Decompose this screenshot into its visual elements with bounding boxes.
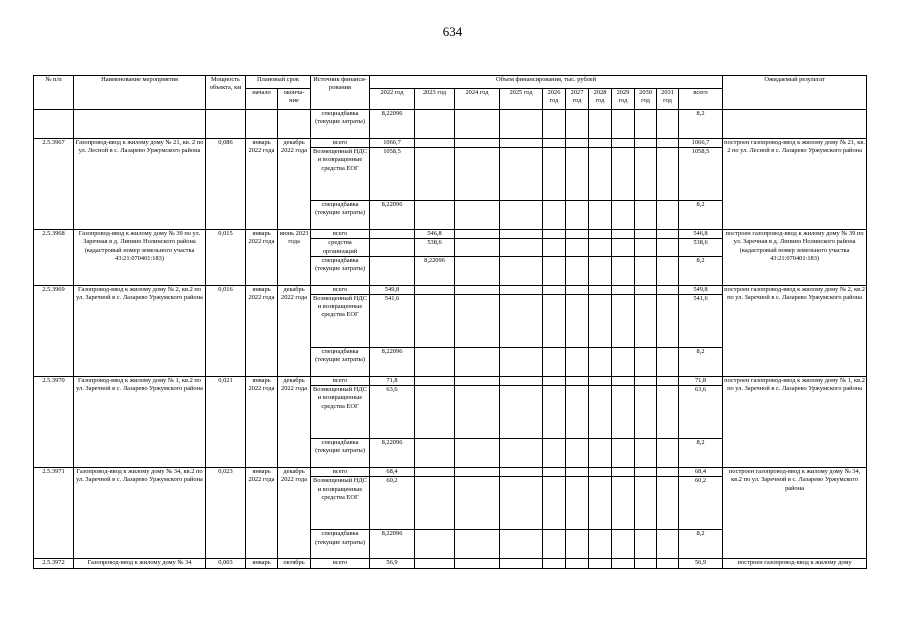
value-empty (635, 148, 657, 201)
value-total: 8,2 (679, 256, 723, 285)
value-empty (635, 295, 657, 348)
table-row (34, 285, 867, 294)
value-empty (543, 230, 566, 239)
source-cell: всего (311, 468, 370, 477)
value-empty (543, 386, 566, 439)
value-empty (455, 477, 500, 530)
value-2023 (415, 468, 455, 477)
value-empty (589, 386, 612, 439)
value-empty (500, 239, 543, 256)
value-total: 546,8 (679, 230, 723, 239)
value-2022: 8,22096 (370, 530, 415, 559)
value-empty (589, 148, 612, 201)
item-end: октябрь (278, 559, 311, 568)
value-empty (589, 110, 612, 139)
value-empty (543, 295, 566, 348)
value-empty (612, 386, 635, 439)
value-empty (566, 285, 589, 294)
value-total: 8,2 (679, 201, 723, 230)
value-empty (657, 477, 679, 530)
source-cell: спецнадбавка (текущие затраты) (311, 348, 370, 377)
value-empty (589, 139, 612, 148)
item-start: январь 2022 года (246, 285, 278, 376)
value-empty (635, 439, 657, 468)
value-empty (612, 477, 635, 530)
value-2023: 8,22096 (415, 256, 455, 285)
value-empty (566, 386, 589, 439)
value-2023 (415, 348, 455, 377)
value-empty (635, 110, 657, 139)
table-body (34, 110, 867, 569)
header-year: 2029 год (612, 89, 635, 110)
value-2023 (415, 201, 455, 230)
value-total: 60,2 (679, 477, 723, 530)
value-2023 (415, 139, 455, 148)
value-empty (635, 377, 657, 386)
header-num: № п/п (34, 76, 74, 110)
source-cell: всего (311, 377, 370, 386)
value-empty (657, 386, 679, 439)
value-empty (635, 530, 657, 559)
item-start: январь 2022 года (246, 468, 278, 559)
item-capacity: 0,016 (206, 285, 246, 376)
source-cell: всего (311, 230, 370, 239)
value-empty (657, 530, 679, 559)
header-plan-term: Плановый срок (246, 76, 311, 89)
page-number: 634 (442, 24, 463, 39)
value-empty (543, 439, 566, 468)
value-empty (455, 348, 500, 377)
value-empty (455, 285, 500, 294)
value-empty (566, 530, 589, 559)
value-2023 (415, 285, 455, 294)
value-2022 (370, 256, 415, 285)
value-2022 (370, 239, 415, 256)
value-total: 63,6 (679, 386, 723, 439)
header-year: 2027 год (566, 89, 589, 110)
value-empty (500, 201, 543, 230)
value-empty (657, 377, 679, 386)
header-year: 2022 год (370, 89, 415, 110)
value-empty (612, 139, 635, 148)
header-year: 2030 год (635, 89, 657, 110)
header-year: 2025 год (500, 89, 543, 110)
value-empty (589, 559, 612, 568)
item-number: 2.5.3967 (34, 139, 74, 230)
item-end: июнь 2023 года (278, 230, 311, 286)
source-cell: Возмещенный НДС и возвращенные средства ЕОГ (311, 295, 370, 348)
value-empty (500, 148, 543, 201)
value-empty (635, 348, 657, 377)
value-empty (566, 201, 589, 230)
source-cell: всего (311, 139, 370, 148)
cont-empty (206, 110, 246, 139)
header-result: Ожидаемый результат (723, 76, 867, 110)
table-row (34, 230, 867, 239)
value-2022: 8,22096 (370, 439, 415, 468)
value-empty (500, 230, 543, 239)
value-empty (543, 477, 566, 530)
value-empty (612, 285, 635, 294)
value-empty (455, 439, 500, 468)
value-empty (500, 348, 543, 377)
value-2022: 63,6 (370, 386, 415, 439)
table-row (34, 110, 867, 139)
header-volume: Объем финансирования, тыс. рублей (370, 76, 723, 89)
value-empty (635, 559, 657, 568)
value-2022: 56,9 (370, 559, 415, 568)
value-2022: 68,4 (370, 468, 415, 477)
value-2022 (370, 230, 415, 239)
header-source: Источник финанси-рования (311, 76, 370, 110)
item-name: Газопровод-ввод к жилому дому № 34, кв.2 по ул. Заречной в с. Лазарево Уржумского района (74, 468, 206, 559)
value-empty (543, 530, 566, 559)
item-name: Газопровод-ввод к жилому дому № 39 по ул. Заречная в д. Липино Нолинского района (кадастровый номер земельного участка 43:21:070401:183) (74, 230, 206, 286)
value-total: 71,8 (679, 377, 723, 386)
source-cell: спецнадбавка (текущие затраты) (311, 439, 370, 468)
value-empty (612, 256, 635, 285)
value-total: 538,6 (679, 239, 723, 256)
item-number: 2.5.3971 (34, 468, 74, 559)
item-number: 2.5.3970 (34, 377, 74, 468)
value-2022: 1058,5 (370, 148, 415, 201)
value-empty (657, 148, 679, 201)
value-2022: 8,22096 (370, 110, 415, 139)
value-empty (635, 256, 657, 285)
value-2023 (415, 295, 455, 348)
value-empty (566, 295, 589, 348)
value-empty (500, 468, 543, 477)
value-empty (612, 295, 635, 348)
header-name: Наименование мероприятия (74, 76, 206, 110)
item-capacity: 0,015 (206, 230, 246, 286)
value-total: 56,9 (679, 559, 723, 568)
header-year: 2026 год (543, 89, 566, 110)
value-empty (500, 559, 543, 568)
source-cell: всего (311, 285, 370, 294)
value-empty (635, 477, 657, 530)
value-total: 8,2 (679, 348, 723, 377)
value-2023 (415, 439, 455, 468)
header-year: 2023 год (415, 89, 455, 110)
item-capacity: 0,023 (206, 468, 246, 559)
source-cell: спецнадбавка (текущие затраты) (311, 110, 370, 139)
value-empty (657, 559, 679, 568)
value-empty (612, 530, 635, 559)
value-empty (589, 285, 612, 294)
item-number: 2.5.3968 (34, 230, 74, 286)
value-empty (566, 348, 589, 377)
value-empty (543, 468, 566, 477)
value-empty (566, 148, 589, 201)
header-term-start: начало (246, 89, 278, 110)
value-empty (566, 468, 589, 477)
value-total: 549,8 (679, 285, 723, 294)
value-empty (657, 139, 679, 148)
item-start: январь 2022 года (246, 230, 278, 286)
value-empty (500, 139, 543, 148)
value-2022: 8,22096 (370, 348, 415, 377)
item-name: Газопровод-ввод к жилому дому № 34 (74, 559, 206, 568)
value-empty (612, 559, 635, 568)
value-2023 (415, 530, 455, 559)
table-row (34, 468, 867, 477)
value-total: 1066,7 (679, 139, 723, 148)
financing-table (33, 75, 867, 569)
value-total: 1058,5 (679, 148, 723, 201)
table-row (34, 139, 867, 148)
value-empty (612, 110, 635, 139)
value-empty (657, 468, 679, 477)
source-cell: Возмещенный НДС и возвращенные средства ЕОГ (311, 386, 370, 439)
value-empty (589, 230, 612, 239)
value-empty (566, 477, 589, 530)
item-start: январь 2022 года (246, 377, 278, 468)
item-number: 2.5.3969 (34, 285, 74, 376)
value-empty (500, 256, 543, 285)
value-empty (657, 201, 679, 230)
value-2023 (415, 148, 455, 201)
value-empty (500, 295, 543, 348)
value-empty (612, 201, 635, 230)
source-cell: спецнадбавка (текущие затраты) (311, 256, 370, 285)
source-cell: средства организаций (311, 239, 370, 256)
value-empty (589, 239, 612, 256)
table-row (34, 377, 867, 386)
value-empty (543, 377, 566, 386)
item-end: декабрь 2022 года (278, 139, 311, 230)
value-empty (566, 559, 589, 568)
value-empty (566, 256, 589, 285)
value-empty (500, 110, 543, 139)
item-result: построен газопровод-ввод к жилому дому № 34, кв.2 по ул. Заречной в с. Лазарево Уржумского района (723, 468, 867, 559)
header-total: всего (679, 89, 723, 110)
value-2022: 8,22096 (370, 201, 415, 230)
value-empty (566, 110, 589, 139)
value-empty (455, 230, 500, 239)
value-empty (635, 201, 657, 230)
value-empty (500, 530, 543, 559)
value-empty (589, 295, 612, 348)
value-empty (657, 285, 679, 294)
value-empty (543, 148, 566, 201)
source-cell: спецнадбавка (текущие затраты) (311, 530, 370, 559)
value-empty (657, 110, 679, 139)
value-empty (455, 256, 500, 285)
value-2022: 541,6 (370, 295, 415, 348)
source-cell: всего (311, 559, 370, 568)
value-empty (500, 377, 543, 386)
header-year: 2031 год (657, 89, 679, 110)
value-empty (500, 477, 543, 530)
cont-empty (74, 110, 206, 139)
value-empty (455, 148, 500, 201)
value-empty (635, 468, 657, 477)
item-result: построен газопровод-ввод к жилому дому № 21, кв. 2 по ул. Лесной в с. Лазарево Уржумского района (723, 139, 867, 230)
item-name: Газопровод-ввод к жилому дому № 2, кв.2 по ул. Заречной в с. Лазарево Уржумского района (74, 285, 206, 376)
value-2023: 538,6 (415, 239, 455, 256)
value-empty (612, 148, 635, 201)
item-start: январь 2022 года (246, 139, 278, 230)
cont-empty (246, 110, 278, 139)
value-empty (500, 285, 543, 294)
value-empty (589, 468, 612, 477)
value-total: 541,6 (679, 295, 723, 348)
value-empty (612, 439, 635, 468)
item-capacity: 0,021 (206, 377, 246, 468)
cont-empty (278, 110, 311, 139)
value-2023 (415, 386, 455, 439)
value-empty (612, 468, 635, 477)
value-empty (566, 439, 589, 468)
value-empty (589, 201, 612, 230)
header-capacity: Мощность объекта, км (206, 76, 246, 110)
source-cell: спецнадбавка (текущие затраты) (311, 201, 370, 230)
item-result: построен газопровод-ввод к жилому дому № 39 по ул. Заречная в д. Липино Нолинского района (кадастровый номер земельного участка 43:21:070401:183) (723, 230, 867, 286)
value-empty (657, 295, 679, 348)
item-start: январь (246, 559, 278, 568)
value-2023 (415, 110, 455, 139)
item-end: декабрь 2022 года (278, 285, 311, 376)
value-empty (566, 230, 589, 239)
cont-empty (34, 110, 74, 139)
table-row (34, 559, 867, 568)
value-2023 (415, 559, 455, 568)
value-empty (543, 110, 566, 139)
value-total: 68,4 (679, 468, 723, 477)
item-name: Газопровод-ввод к жилому дому № 1, кв.2 по ул. Заречной в с. Лазарево Уржумского района (74, 377, 206, 468)
value-2023: 546,8 (415, 230, 455, 239)
value-total: 8,2 (679, 530, 723, 559)
item-result: построен газопровод-ввод к жилому дому № 1, кв.2 по ул. Заречной в с. Лазарево Уржумского района (723, 377, 867, 468)
cont-result (723, 110, 867, 139)
value-empty (455, 559, 500, 568)
value-empty (455, 110, 500, 139)
value-empty (543, 348, 566, 377)
value-empty (566, 377, 589, 386)
header-year: 2024 год (455, 89, 500, 110)
value-empty (455, 530, 500, 559)
value-empty (589, 530, 612, 559)
value-empty (455, 295, 500, 348)
value-empty (635, 230, 657, 239)
value-empty (589, 477, 612, 530)
value-empty (589, 348, 612, 377)
value-empty (657, 439, 679, 468)
value-empty (612, 239, 635, 256)
table-header (34, 76, 867, 110)
value-empty (635, 139, 657, 148)
value-empty (455, 139, 500, 148)
item-name: Газопровод-ввод к жилому дому № 21, кв. 2 по ул. Лесной в с. Лазарево Уржумского района (74, 139, 206, 230)
value-empty (589, 256, 612, 285)
header-term-end: оконча-ние (278, 89, 311, 110)
value-empty (657, 256, 679, 285)
item-end: декабрь 2022 года (278, 468, 311, 559)
item-result: построен газопровод-ввод к жилому дому (723, 559, 867, 568)
value-total: 8,2 (679, 439, 723, 468)
value-empty (657, 230, 679, 239)
value-empty (612, 230, 635, 239)
item-capacity: 0,003 (206, 559, 246, 568)
value-empty (612, 348, 635, 377)
value-2022: 71,8 (370, 377, 415, 386)
value-2023 (415, 377, 455, 386)
value-2023 (415, 477, 455, 530)
value-total: 8,2 (679, 110, 723, 139)
value-empty (566, 139, 589, 148)
value-empty (543, 239, 566, 256)
value-empty (566, 239, 589, 256)
value-empty (455, 239, 500, 256)
value-empty (589, 439, 612, 468)
value-empty (635, 285, 657, 294)
value-empty (543, 139, 566, 148)
item-capacity: 0,086 (206, 139, 246, 230)
value-2022: 549,8 (370, 285, 415, 294)
value-empty (657, 348, 679, 377)
header-year: 2028 год (589, 89, 612, 110)
item-end: декабрь 2022 года (278, 377, 311, 468)
value-empty (635, 239, 657, 256)
value-empty (543, 201, 566, 230)
item-number: 2.5.3972 (34, 559, 74, 568)
value-empty (455, 377, 500, 386)
item-result: построен газопровод-ввод к жилому дому № 2, кв.2 по ул. Заречной в с. Лазарево Уржумского района (723, 285, 867, 376)
value-empty (500, 439, 543, 468)
value-empty (657, 239, 679, 256)
value-empty (543, 256, 566, 285)
value-empty (455, 386, 500, 439)
value-empty (635, 386, 657, 439)
value-empty (500, 386, 543, 439)
source-cell: Возмещенный НДС и возвращенные средства ЕОГ (311, 477, 370, 530)
source-cell: Возмещенный НДС и возвращенные средства ЕОГ (311, 148, 370, 201)
value-empty (589, 377, 612, 386)
value-empty (455, 468, 500, 477)
value-empty (543, 559, 566, 568)
value-empty (543, 285, 566, 294)
value-2022: 60,2 (370, 477, 415, 530)
value-empty (612, 377, 635, 386)
value-empty (455, 201, 500, 230)
value-2022: 1066,7 (370, 139, 415, 148)
